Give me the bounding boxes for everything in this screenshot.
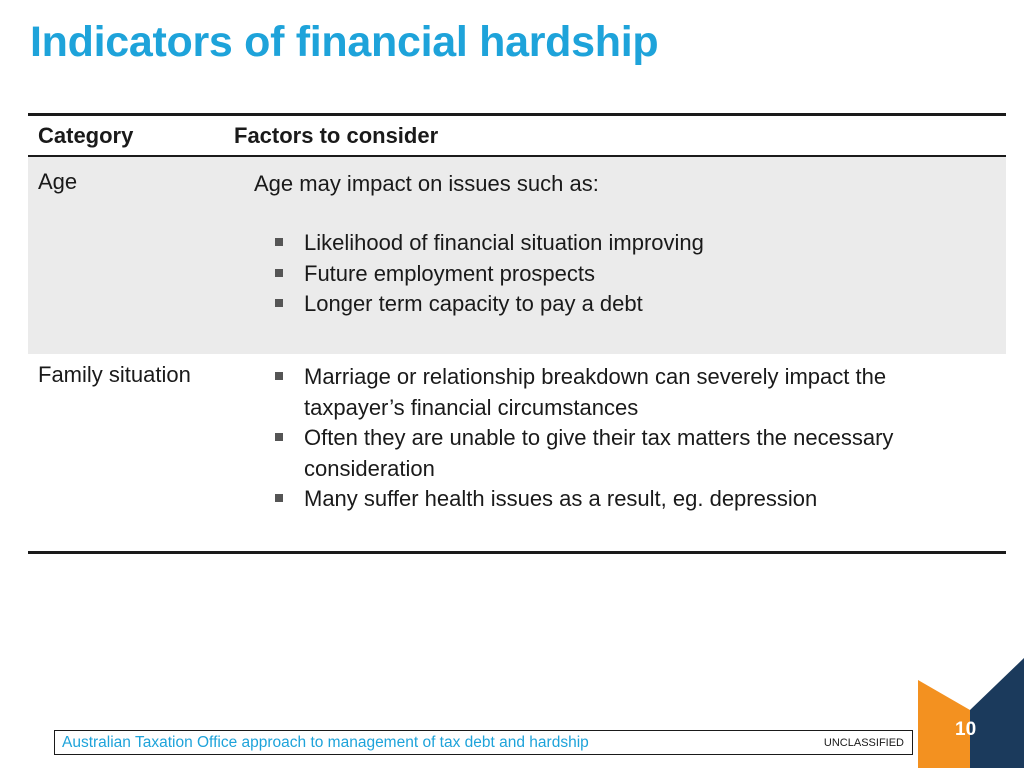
list-item: Many suffer health issues as a result, eg. depression <box>234 484 1006 515</box>
slide-title: Indicators of financial hardship <box>30 18 659 66</box>
corner-decoration <box>914 658 1024 768</box>
row-category: Family situation <box>38 362 191 387</box>
table-row <box>28 157 1006 354</box>
square-bullet-icon <box>275 269 283 277</box>
list-item: Future employment prospects <box>234 259 1006 290</box>
bullet-list <box>234 362 1006 515</box>
classification-label: UNCLASSIFIED <box>823 737 904 749</box>
hardship-table <box>28 113 1006 554</box>
bullet-list <box>234 228 1006 320</box>
footer-title: Australian Taxation Office approach to management of tax debt and hardship <box>62 734 589 751</box>
row-intro: Age may impact on issues such as: <box>254 171 599 196</box>
table-bottom-rule <box>28 551 1006 554</box>
list-item: Marriage or relationship breakdown can severely impact the taxpayer’s financial circumstances <box>234 362 1006 423</box>
table-row <box>28 354 1006 551</box>
header-category: Category <box>38 122 134 148</box>
footer-box <box>54 730 913 755</box>
corner-navy-shape <box>970 658 1024 768</box>
square-bullet-icon <box>275 238 283 246</box>
row-factors <box>234 169 1006 354</box>
square-bullet-icon <box>275 299 283 307</box>
table-header-row <box>28 116 1006 155</box>
square-bullet-icon <box>275 494 283 502</box>
list-item: Longer term capacity to pay a debt <box>234 289 1006 320</box>
row-factors <box>234 362 1006 551</box>
list-item: Likelihood of financial situation improving <box>234 228 1006 259</box>
header-factors: Factors to consider <box>234 122 439 148</box>
row-category: Age <box>38 169 78 194</box>
page-number: 10 <box>955 719 977 740</box>
list-item: Often they are unable to give their tax matters the necessary consideration <box>234 423 1006 484</box>
square-bullet-icon <box>275 433 283 441</box>
square-bullet-icon <box>275 372 283 380</box>
